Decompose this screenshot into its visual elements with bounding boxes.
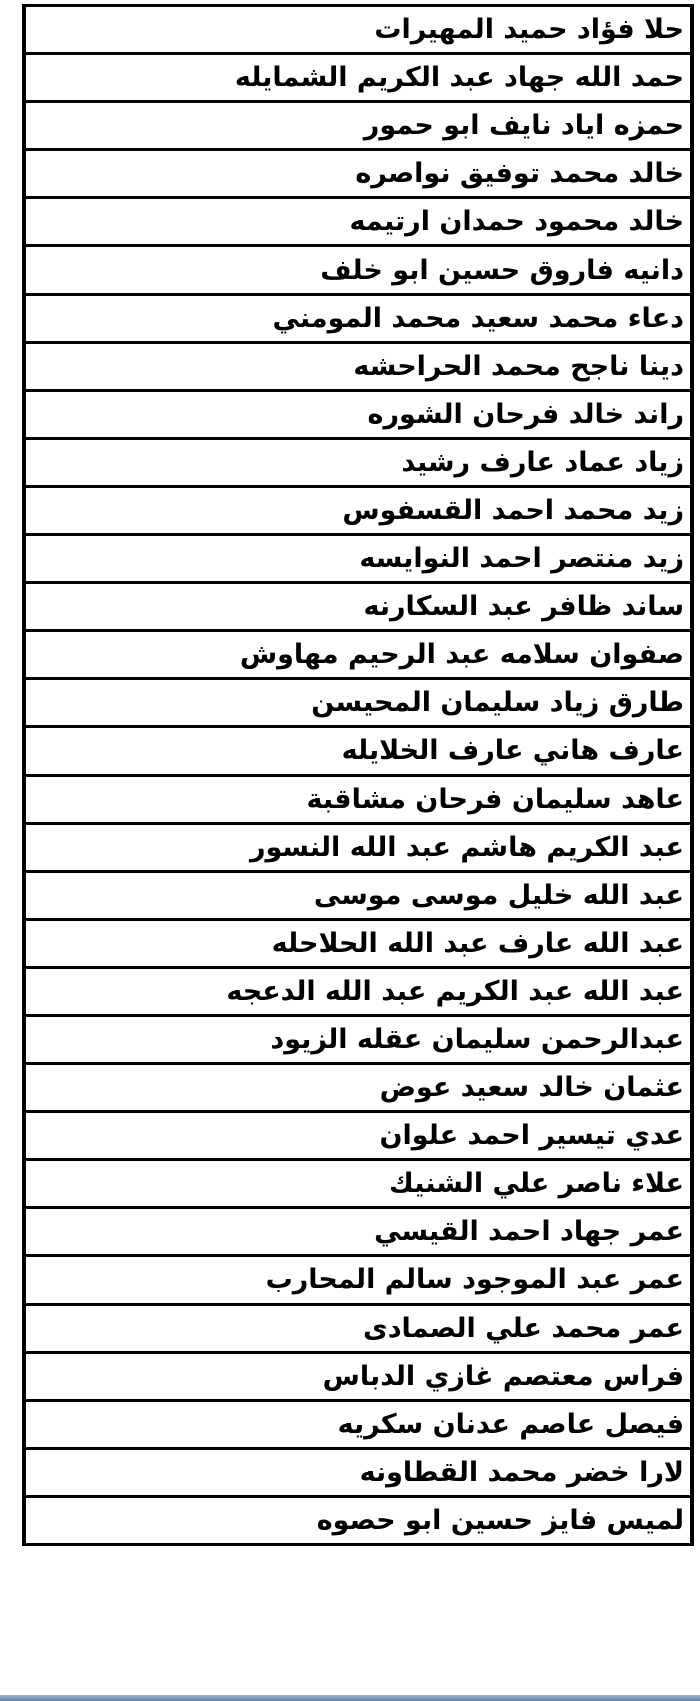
- table-row: [24, 1015, 692, 1063]
- table-row: [24, 102, 692, 150]
- name-cell[interactable]: عدي تيسير احمد علوان: [24, 1112, 692, 1160]
- table-row: [24, 535, 692, 583]
- table-row: [24, 1496, 692, 1544]
- table-row: [24, 583, 692, 631]
- table-row: [24, 1064, 692, 1112]
- name-cell[interactable]: خالد محمد توفيق نواصره: [24, 150, 692, 198]
- name-cell[interactable]: فراس معتصم غازي الدباس: [24, 1352, 692, 1400]
- table-row: [24, 1256, 692, 1304]
- name-cell[interactable]: دعاء محمد سعيد محمد المومني: [24, 294, 692, 342]
- table-row: [24, 919, 692, 967]
- name-cell[interactable]: ساند ظافر عبد السكارنه: [24, 583, 692, 631]
- name-cell[interactable]: حلا فؤاد حميد المهيرات: [24, 6, 692, 54]
- name-cell[interactable]: لميس فايز حسين ابو حصوه: [24, 1496, 692, 1544]
- name-cell[interactable]: دانيه فاروق حسين ابو خلف: [24, 246, 692, 294]
- table-row: [24, 198, 692, 246]
- table-row: [24, 871, 692, 919]
- names-table-body: [24, 6, 692, 1545]
- table-row: [24, 1208, 692, 1256]
- name-cell[interactable]: راند خالد فرحان الشوره: [24, 390, 692, 438]
- name-cell[interactable]: صفوان سلامه عبد الرحيم مهاوش: [24, 631, 692, 679]
- table-row: [24, 246, 692, 294]
- table-row: [24, 390, 692, 438]
- name-cell[interactable]: حمد الله جهاد عبد الكريم الشمايله: [24, 54, 692, 102]
- table-row: [24, 1400, 692, 1448]
- name-cell[interactable]: عبد الله خليل موسى موسى: [24, 871, 692, 919]
- name-cell[interactable]: فيصل عاصم عدنان سكريه: [24, 1400, 692, 1448]
- table-row: [24, 486, 692, 534]
- window-bottom-strip: [0, 1695, 700, 1701]
- table-row: [24, 679, 692, 727]
- table-row: [24, 967, 692, 1015]
- table-row: [24, 823, 692, 871]
- name-cell[interactable]: طارق زياد سليمان المحيسن: [24, 679, 692, 727]
- name-cell[interactable]: لارا خضر محمد القطاونه: [24, 1448, 692, 1496]
- table-row: [24, 1160, 692, 1208]
- name-cell[interactable]: عبد الله عبد الكريم عبد الله الدعجه: [24, 967, 692, 1015]
- table-row: [24, 150, 692, 198]
- name-cell[interactable]: عبد الله عارف عبد الله الحلاحله: [24, 919, 692, 967]
- name-cell[interactable]: خالد محمود حمدان ارتيمه: [24, 198, 692, 246]
- table-row: [24, 294, 692, 342]
- table-row: [24, 342, 692, 390]
- table-row: [24, 631, 692, 679]
- table-row: [24, 438, 692, 486]
- table-row: [24, 1448, 692, 1496]
- name-cell[interactable]: علاء ناصر علي الشنيك: [24, 1160, 692, 1208]
- name-cell[interactable]: عارف هاني عارف الخلايله: [24, 727, 692, 775]
- name-cell[interactable]: عاهد سليمان فرحان مشاقبة: [24, 775, 692, 823]
- name-cell[interactable]: عبد الكريم هاشم عبد الله النسور: [24, 823, 692, 871]
- name-cell[interactable]: دينا ناجح محمد الحراحشه: [24, 342, 692, 390]
- table-row: [24, 775, 692, 823]
- table-row: [24, 54, 692, 102]
- names-table: [22, 4, 694, 1546]
- table-row: [24, 1304, 692, 1352]
- name-cell[interactable]: عمر جهاد احمد القيسي: [24, 1208, 692, 1256]
- table-row: [24, 727, 692, 775]
- name-cell[interactable]: عبدالرحمن سليمان عقله الزيود: [24, 1015, 692, 1063]
- name-cell[interactable]: عثمان خالد سعيد عوض: [24, 1064, 692, 1112]
- table-row: [24, 1352, 692, 1400]
- name-cell[interactable]: زيد منتصر احمد النوايسه: [24, 535, 692, 583]
- table-row: [24, 1112, 692, 1160]
- name-cell[interactable]: عمر عبد الموجود سالم المحارب: [24, 1256, 692, 1304]
- table-row: [24, 6, 692, 54]
- name-cell[interactable]: زياد عماد عارف رشيد: [24, 438, 692, 486]
- name-cell[interactable]: حمزه اياد نايف ابو حمور: [24, 102, 692, 150]
- name-cell[interactable]: عمر محمد علي الصمادى: [24, 1304, 692, 1352]
- name-cell[interactable]: زيد محمد احمد القسفوس: [24, 486, 692, 534]
